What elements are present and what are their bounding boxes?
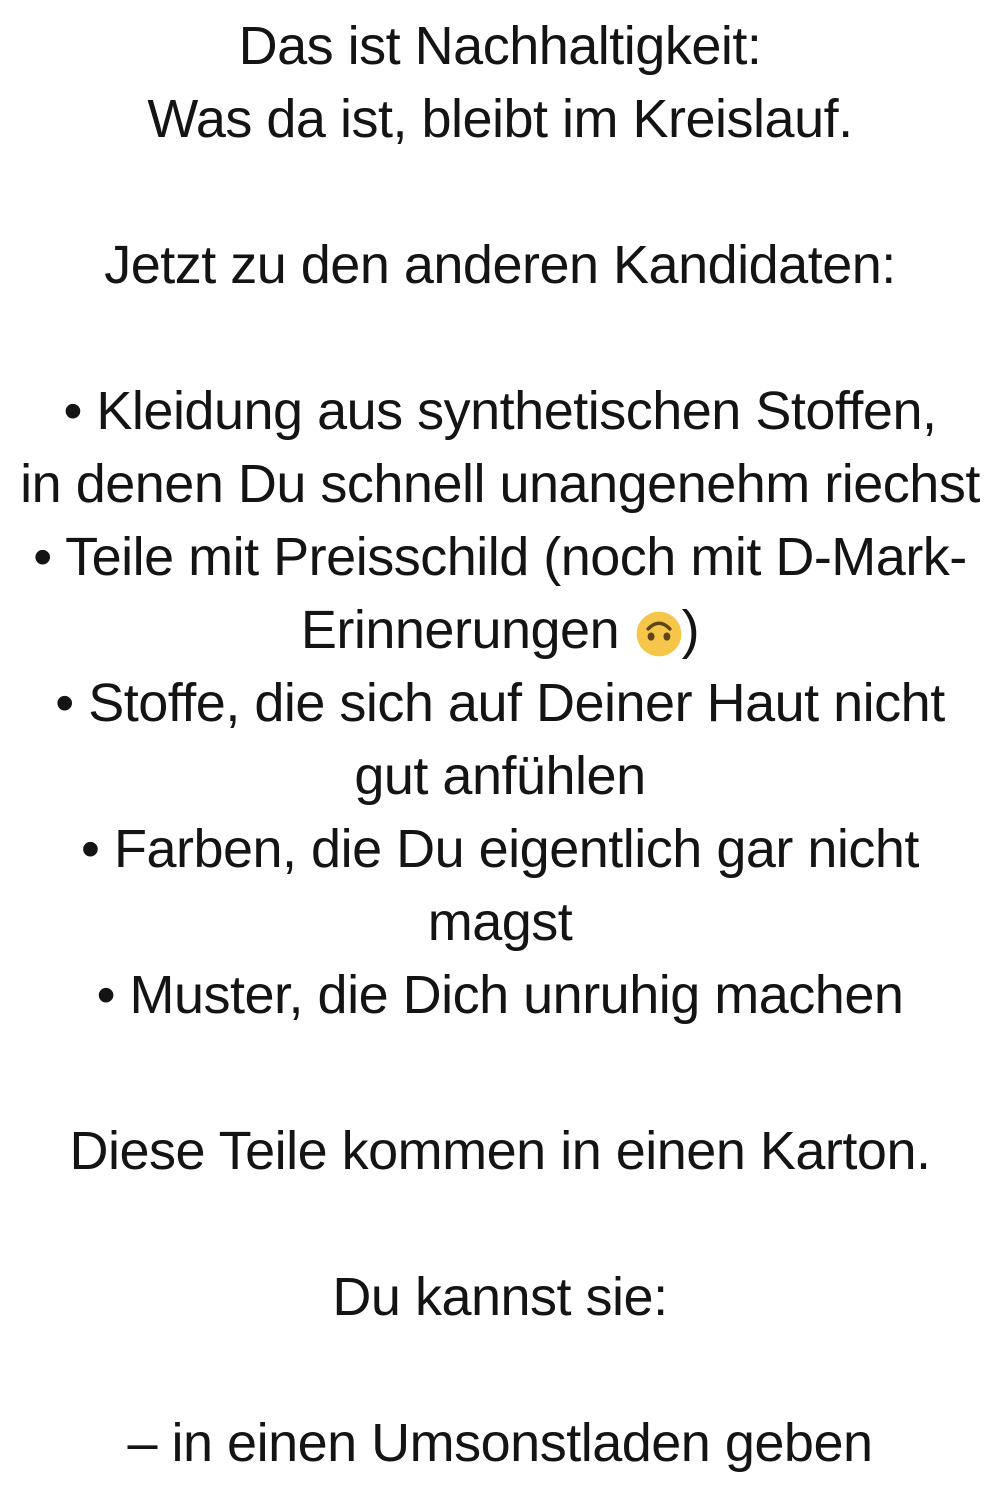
spacer (0, 1334, 1000, 1407)
spacer (0, 302, 1000, 375)
bullet-synthetic-fabrics-line-1: • Kleidung aus synthetischen Stoffen, (63, 381, 937, 441)
karton-line: Diese Teile kommen in einen Karton. (69, 1121, 931, 1181)
bullet-colors-line-1: • Farben, die Du eigentlich gar nicht (81, 819, 919, 879)
bullet-fabrics-feel-line-1: • Stoffe, die sich auf Deiner Haut nicht (55, 673, 945, 733)
bullet-colors-line-2: magst (427, 892, 573, 952)
emoji-left-eye (647, 632, 654, 640)
du-kannst-sie-line: Du kannst sie: (332, 1267, 668, 1327)
intro-line: Jetzt zu den anderen Kandidaten: (104, 235, 896, 295)
spacer (0, 1188, 1000, 1261)
spacer (0, 156, 1000, 229)
upside-down-face-emoji (636, 611, 682, 657)
bullet-patterns-line: • Muster, die Dich unruhig machen (96, 965, 904, 1025)
emoji-line-pre: Erinnerungen (300, 600, 634, 660)
umsonstladen-line: – in einen Umsonstladen geben (127, 1413, 873, 1473)
title-line-1: Das ist Nachhaltigkeit: (238, 16, 762, 76)
bullet-price-tag-line-2 (0, 594, 1000, 667)
spacer (0, 1032, 1000, 1115)
bullet-price-tag-line-1: • Teile mit Preisschild (noch mit D-Mark- (33, 527, 967, 587)
bullet-fabrics-feel-line-2: gut anfühlen (354, 746, 646, 806)
title-line-2: Was da ist, bleibt im Kreislauf. (147, 89, 853, 149)
emoji-right-eye (663, 632, 670, 640)
bullet-synthetic-fabrics-line-2: in denen Du schnell unangenehm riechst (20, 454, 980, 514)
emoji-line-post: ) (681, 600, 700, 660)
emoji-face (636, 612, 681, 657)
